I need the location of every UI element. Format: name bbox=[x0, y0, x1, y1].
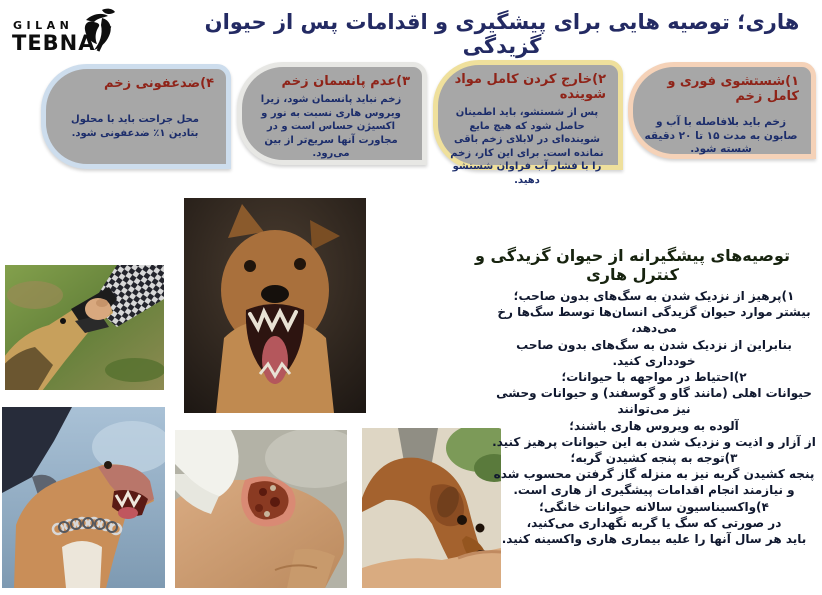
tip-line-10: و نیازمند انجام اقدامات پیشگیری از هاری است. bbox=[513, 483, 795, 498]
page-title: هاری؛ توصیه هایی برای پیشگیری و اقدامات پس از حیوان گزیدگی bbox=[204, 10, 800, 58]
photo-hand-wound bbox=[175, 430, 347, 588]
step-1-heading: ۱)شستشوی فوری و کامل زخم bbox=[667, 74, 799, 104]
prevention-heading: توصیه‌های پیشگیرانه از حیوان گزیدگی و کنترل هاری bbox=[474, 246, 791, 284]
tip-line-9: پنجه کشیدن گربه نیز به منزله گاز گرفتن محسوب شده bbox=[493, 467, 815, 482]
tip-line-7: از آزار و اذیت و نزدیک شدن به این حیوانات پرهیز کنید. bbox=[492, 434, 816, 449]
step-2-body: پس از شستشو، باید اطمینان حاصل شود که هیچ مایع شوینده‌ای در لابلای زخم باقی نمانده است. برای این کار، زخم را با فشار آب فراوان شستشو دهید. bbox=[450, 107, 604, 186]
tip-line-4: ۲)احتیاط در مواجهه با حیوانات؛ bbox=[561, 370, 747, 385]
step-card-2 bbox=[433, 60, 623, 186]
tip-line-2: بیشتر موارد حیوان گزیدگی انسان‌ها توسط سگ‌ها رخ می‌دهد، bbox=[497, 305, 811, 336]
logo-text-gilan: GILAN bbox=[13, 19, 74, 32]
step-3-body: زخم نباید پانسمان شود، زیرا ویروس هاری نسبت به نور و اکسیژن حساس است و در مجاورت آنها سریع‌تر از بین می‌رود. bbox=[260, 94, 402, 159]
step-card-3 bbox=[237, 62, 427, 165]
step-4-heading: ۴)ضدعفونی زخم bbox=[104, 76, 214, 91]
step-card-4 bbox=[41, 64, 231, 169]
prevention-tips bbox=[490, 288, 818, 547]
logo-text-tebna: TEBNA bbox=[12, 31, 96, 55]
photo-barking-dog bbox=[184, 198, 366, 413]
step-2-heading: ۲)خارج کردن کامل مواد شوینده bbox=[454, 72, 606, 102]
step-1-body: زخم باید بلافاصله با آب و صابون به مدت ۱۵ تا ۲۰ دقیقه شسته شود. bbox=[644, 116, 798, 155]
tip-line-11: ۴)واکسیناسیون سالانه حیوانات خانگی؛ bbox=[539, 499, 769, 514]
step-3-heading: ۳)عدم پانسمان زخم bbox=[281, 74, 410, 89]
photo-german-shepherd-bite bbox=[5, 265, 164, 390]
tip-line-3: بنابراین از نزدیک شدن به سگ‌های بدون صاحب خودداری کنید. bbox=[516, 337, 792, 368]
photo-puppy-arm bbox=[362, 428, 501, 588]
tip-line-13: باید هر سال آنها را علیه بیماری هاری واکسینه کنید. bbox=[501, 532, 807, 547]
logo bbox=[10, 6, 120, 58]
photo-aggressive-pitbull bbox=[2, 407, 165, 588]
tip-line-6: آلوده به ویروس هاری باشند؛ bbox=[569, 418, 739, 433]
tip-line-5: حیوانات اهلی (مانند گاو و گوسفند) و حیوانات وحشی نیز می‌توانند bbox=[496, 386, 812, 417]
tip-line-12: در صورتی که سگ یا گربه نگهداری می‌کنید، bbox=[526, 515, 782, 530]
step-4-body: محل جراحت باید با محلول بتادین ۱٪ ضدعفونی شود. bbox=[71, 114, 199, 139]
tip-line-8: ۳)توجه به پنجه کشیدن گربه؛ bbox=[570, 451, 738, 466]
tip-line-1: ۱)پرهیز از نزدیک شدن به سگ‌های بدون صاحب؛ bbox=[513, 289, 795, 303]
step-card-1 bbox=[628, 62, 816, 159]
